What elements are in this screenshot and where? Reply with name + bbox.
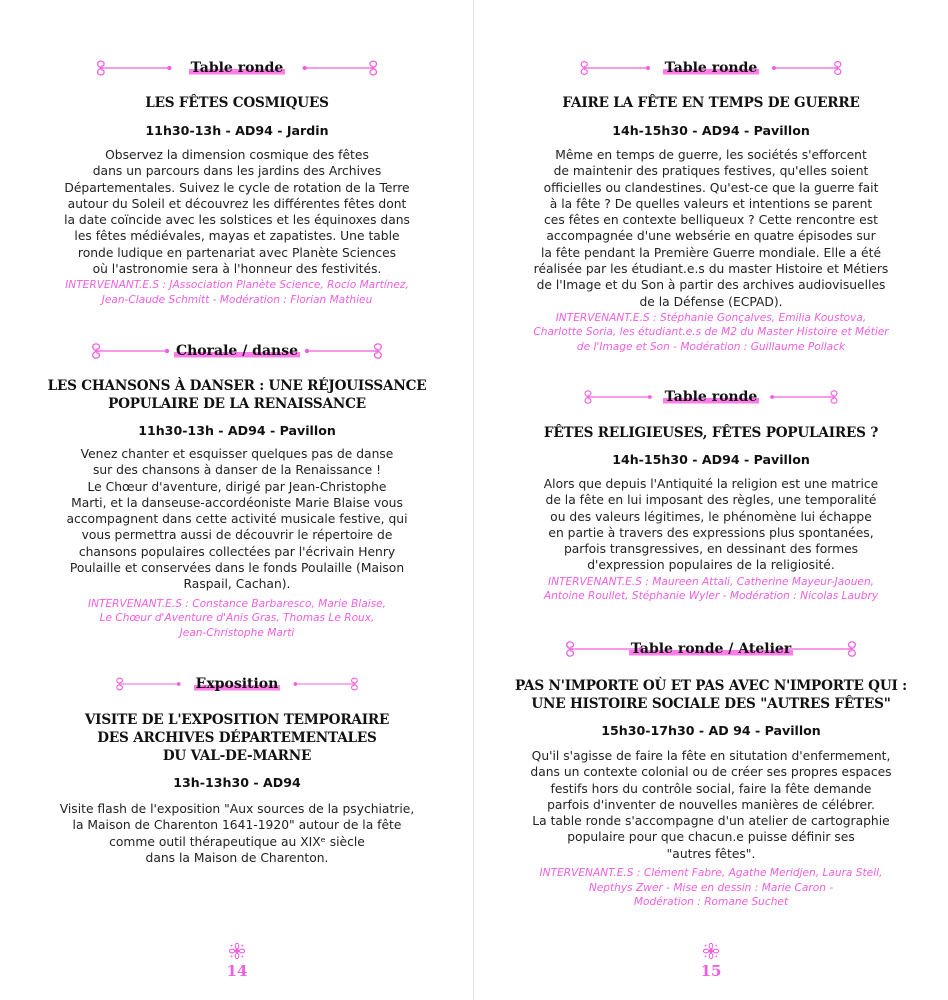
ornament-divider [87, 341, 387, 361]
event-time: 14h-15h30 - AD94 - Pavillon [612, 452, 810, 467]
event-description: Alors que depuis l'Antiquité la religion est une matrice de la fête en lui imposant des règles, une temporalité ou des valeurs légitimes, le phénomène lui échappe en partie à travers des expressions plus spontanées, parfois transgressives, en dessinant des formes d'expression populaires de la religiosité. [543, 477, 879, 573]
flower-icon [702, 942, 720, 960]
event-title: FÊTES RELIGIEUSES, FÊTES POPULAIRES ? [543, 425, 879, 441]
event-time: 11h30-13h - AD94 - Jardin [145, 123, 329, 138]
event-description: Même en temps de guerre, les sociétés s'efforcent de maintenir des pratiques festives, qu'elles soient officielles ou clandestines. Qu'est-ce que la guerre fait à la fête ? De quelles valeurs et intentions se parent ces fêtes en contexte belliqueux ? Cette rencontre est accompagnée d'une websérie en quatre épisodes sur la fête pendant la Première Guerre mondiale. Elle a été réalisée par les étudiant.e.s du master Histoire et Métiers de l'Image et du Son à partir des archives audiovisuelles de la Défense (ECPAD). [533, 148, 889, 309]
ornament-divider [112, 674, 362, 694]
event-title: LES CHANSONS À DANSER : UNE RÉJOUISSANCE POPULAIRE DE LA RENAISSANCE [47, 378, 427, 412]
event-speakers: INTERVENANT.E.S : Stéphanie Gonçalves, Emilia Koustova, Charlotte Soria, les étudiant.e.s de M2 du Master Histoire et Métier de l'Image et Son - Modération : Guillaume Pollack [533, 311, 889, 353]
event-dance-songs [0, 341, 474, 640]
category-label: Exposition [195, 676, 279, 692]
event-religious-feasts [474, 387, 948, 604]
event-speakers: INTERVENANT.E.S : Clément Fabre, Agathe Meridjen, Laura Stell, Nepthys Zwer - Mise en dessin : Marie Caron - Modération : Romane Suchet [539, 867, 883, 909]
event-description: Qu'il s'agisse de faire la fête en situtation d'enfermement, dans un contexte colonial ou de créer ses propres espaces festifs hors du contrôle social, faire la fête demande parfois d'inventer de nouvelles manières de célébrer. La table ronde s'accompagne d'un atelier de cartographie populaire pour que chacun.e puisse définir ses "autres fêtes". [530, 749, 892, 861]
event-feast-wartime [474, 58, 948, 354]
page-number: 14 [217, 942, 257, 980]
ornament-divider [580, 387, 842, 407]
event-time: 11h30-13h - AD94 - Pavillon [138, 423, 336, 438]
event-description: Venez chanter et esquisser quelques pas de danse sur des chansons à danser de la Renaissance ! Le Chœur d'aventure, dirigé par Jean-Christophe Marti, et la danseuse-accordéoniste Marie Blaise vous accompagnent dans cette activité musicale festive, qui vous permettra aussi de découvrir le répertoire de chansons populaires collectées par l'écrivain Henry Poulaille et conservées dans le fonds Poulaille (Maison Raspail, Cachan). [66, 447, 408, 592]
event-speakers: INTERVENANT.E.S : Maureen Attali, Catherine Mayeur-Jaouen, Antoine Roullet, Stéphanie Wyler - Modération : Nicolas Laubry [543, 575, 879, 603]
event-other-feasts [474, 639, 948, 910]
ornament-divider [546, 639, 876, 659]
event-cosmic-feasts [0, 58, 474, 307]
category-label: Table ronde [664, 60, 758, 76]
event-title: PAS N'IMPORTE OÙ ET PAS AVEC N'IMPORTE QUI : UNE HISTOIRE SOCIALE DES "AUTRES FÊTES" [515, 678, 907, 712]
category-label: Table ronde [664, 389, 758, 405]
event-time: 15h30-17h30 - AD 94 - Pavillon [601, 723, 821, 738]
event-speakers: INTERVENANT.E.S : JAssociation Planète Science, Rocío Martínez, Jean-Claude Schmitt - Modération : Florian Mathieu [65, 279, 409, 306]
category-label: Table ronde [190, 60, 284, 76]
event-time: 13h-13h30 - AD94 [173, 775, 301, 790]
category-label: Chorale / danse [175, 343, 299, 359]
flower-icon [228, 942, 246, 960]
right-page [474, 0, 948, 1000]
event-title: VISITE DE L'EXPOSITION TEMPORAIRE DES ARCHIVES DÉPARTEMENTALES DU VAL-DE-MARNE [84, 712, 390, 764]
event-description: Visite flash de l'exposition "Aux sources de la psychiatrie, la Maison de Charenton 1641-1920" autour de la fête comme outil thérapeutique au XIXᵉ siècle dans la Maison de Charenton. [59, 802, 415, 865]
ornament-divider [92, 58, 382, 78]
event-exhibition [0, 674, 474, 866]
category-label: Table ronde / Atelier [630, 641, 792, 657]
page-number: 15 [691, 942, 731, 980]
event-title: FAIRE LA FÊTE EN TEMPS DE GUERRE [562, 95, 860, 111]
ornament-divider [576, 58, 846, 78]
event-speakers: INTERVENANT.E.S : Constance Barbaresco, Marie Blaise, Le Chœur d'Aventure d'Anis Gras, Thomas Le Roux, Jean-Christophe Marti [87, 597, 387, 639]
event-title: LES FÊTES COSMIQUES [145, 95, 329, 111]
event-time: 14h-15h30 - AD94 - Pavillon [612, 123, 810, 138]
event-description: Observez la dimension cosmique des fêtes dans un parcours dans les jardins des Archives Départementales. Suivez le cycle de rotation de la Terre autour du Soleil et découvrez les différentes fêtes dont la date coïncide avec les solstices et les équinoxes dans les fêtes médiévales, mayas et zapatistes. Une table ronde ludique en partenariat avec Planète Sciences où l'astronomie sera à l'honneur des festivités. [64, 148, 410, 277]
